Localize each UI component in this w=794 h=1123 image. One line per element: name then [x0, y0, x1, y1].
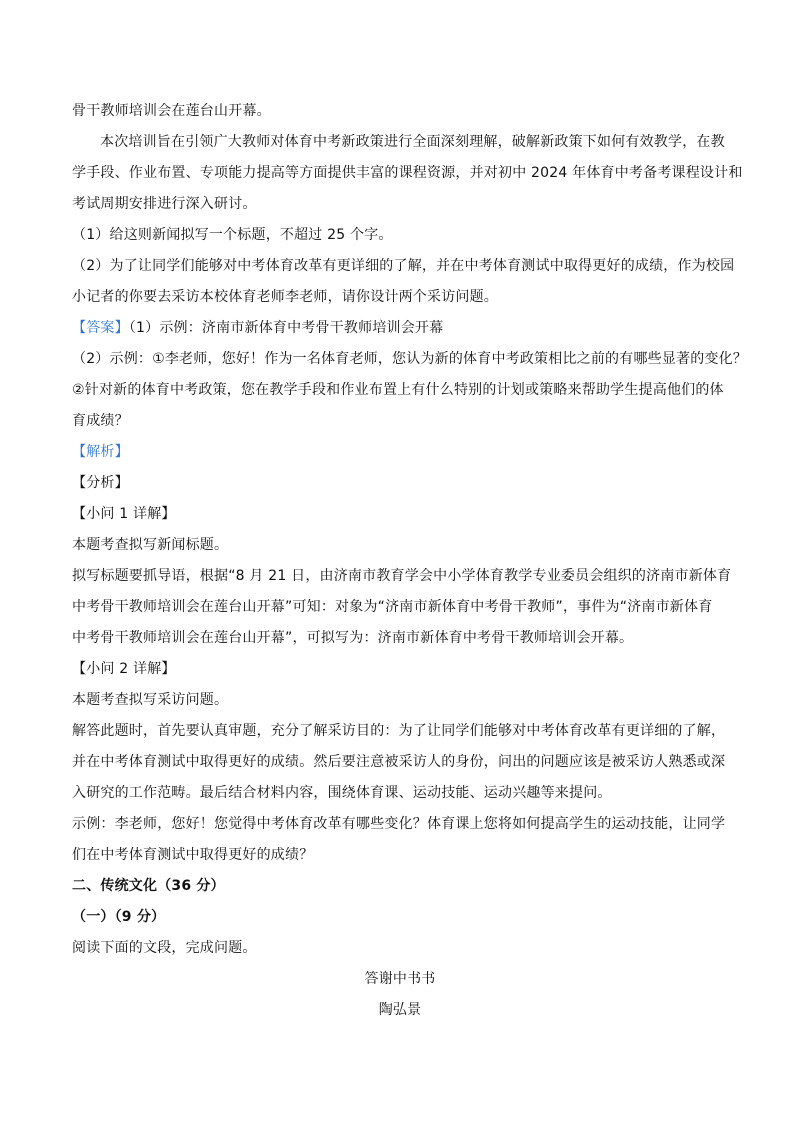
text-line: ②针对新的体育中考政策，您在教学手段和作业布置上有什么特别的计划或策略来帮助学生提高他们的体 — [72, 382, 724, 398]
document-page — [72, 101, 748, 1031]
text-line: 骨干教师培训会在莲台山开幕。 — [72, 103, 271, 119]
answer-line — [72, 318, 728, 338]
section-heading: 【小问 2 详解】 — [72, 661, 176, 677]
instruction-line: 阅读下面的文段，完成问题。 — [72, 940, 257, 956]
answer-tag: 【答案】 — [72, 320, 129, 336]
subpart-heading: （一）（9 分） — [72, 909, 166, 925]
text-line: 并在中考体育测试中取得更好的成绩。然后要注意被采访人的身份，问出的问题应该是被采访人熟悉或深 — [72, 754, 726, 770]
text-line: 本题考查拟写采访问题。 — [72, 692, 229, 708]
text-line: 中考骨干教师培训会在莲台山开幕”，可拟写为：济南市新体育中考骨干教师培训会开幕。 — [72, 630, 634, 646]
text-line: 中考骨干教师培训会在莲台山开幕”可知：对象为“济南市新体育中考骨干教师”，事件为“济南市新体育 — [72, 599, 713, 615]
section-heading: 【分析】 — [72, 475, 129, 491]
poem-title: 答谢中书书 — [364, 971, 436, 987]
part-heading: 二、传统文化（36 分） — [72, 878, 225, 894]
text-line: 本题考查拟写新闻标题。 — [72, 537, 229, 553]
text-line: 入研究的工作范畴。最后结合材料内容，围绕体育课、运动技能、运动兴趣等来提问。 — [72, 785, 612, 801]
text-line: 示例：李老师，您好！您觉得中考体育改革有哪些变化？体育课上您将如何提高学生的运动技能，让同学 — [72, 816, 726, 832]
text-line: 拟写标题要抓导语，根据“8 月 21 日，由济南市教育学会中小学体育教学专业委员会组织的济南市新体育 — [72, 568, 732, 584]
text-line: 学手段、作业布置、专项能力提高等方面提供丰富的课程资源，并对初中 2024 年体育中考备考课程设计和 — [72, 165, 743, 181]
text-line: 们在中考体育测试中取得更好的成绩？ — [72, 847, 314, 863]
section-heading: 【小问 1 详解】 — [72, 506, 176, 522]
analysis-tag: 【解析】 — [72, 444, 129, 460]
answer-text: （1）示例：济南市新体育中考骨干教师培训会开幕 — [128, 320, 444, 336]
question-2: （2）为了让同学们能够对中考体育改革有更详细的了解，并在中考体育测试中取得更好的成绩，作为校园 — [72, 258, 735, 274]
text-line: 育成绩？ — [72, 413, 129, 429]
answer-2-line: （2）示例：①李老师，您好！作为一名体育老师，您认为新的体育中考政策相比之前的有哪些显著的变化？ — [72, 351, 748, 367]
poem-author: 陶弘景 — [378, 1002, 422, 1018]
question-1: （1）给这则新闻拟写一个标题，不超过 25 个字。 — [72, 227, 393, 243]
text-line: 小记者的你要去采访本校体育老师李老师，请你设计两个采访问题。 — [72, 289, 498, 305]
text-line: 考试周期安排进行深入研讨。 — [72, 196, 257, 212]
paragraph-first-line: 本次培训旨在引领广大教师对体育中考新政策进行全面深刻理解，破解新政策下如何有效教学，在教 — [100, 134, 725, 150]
text-line: 解答此题时，首先要认真审题，充分了解采访目的：为了让同学们能够对中考体育改革有更详细的了解， — [72, 723, 726, 739]
